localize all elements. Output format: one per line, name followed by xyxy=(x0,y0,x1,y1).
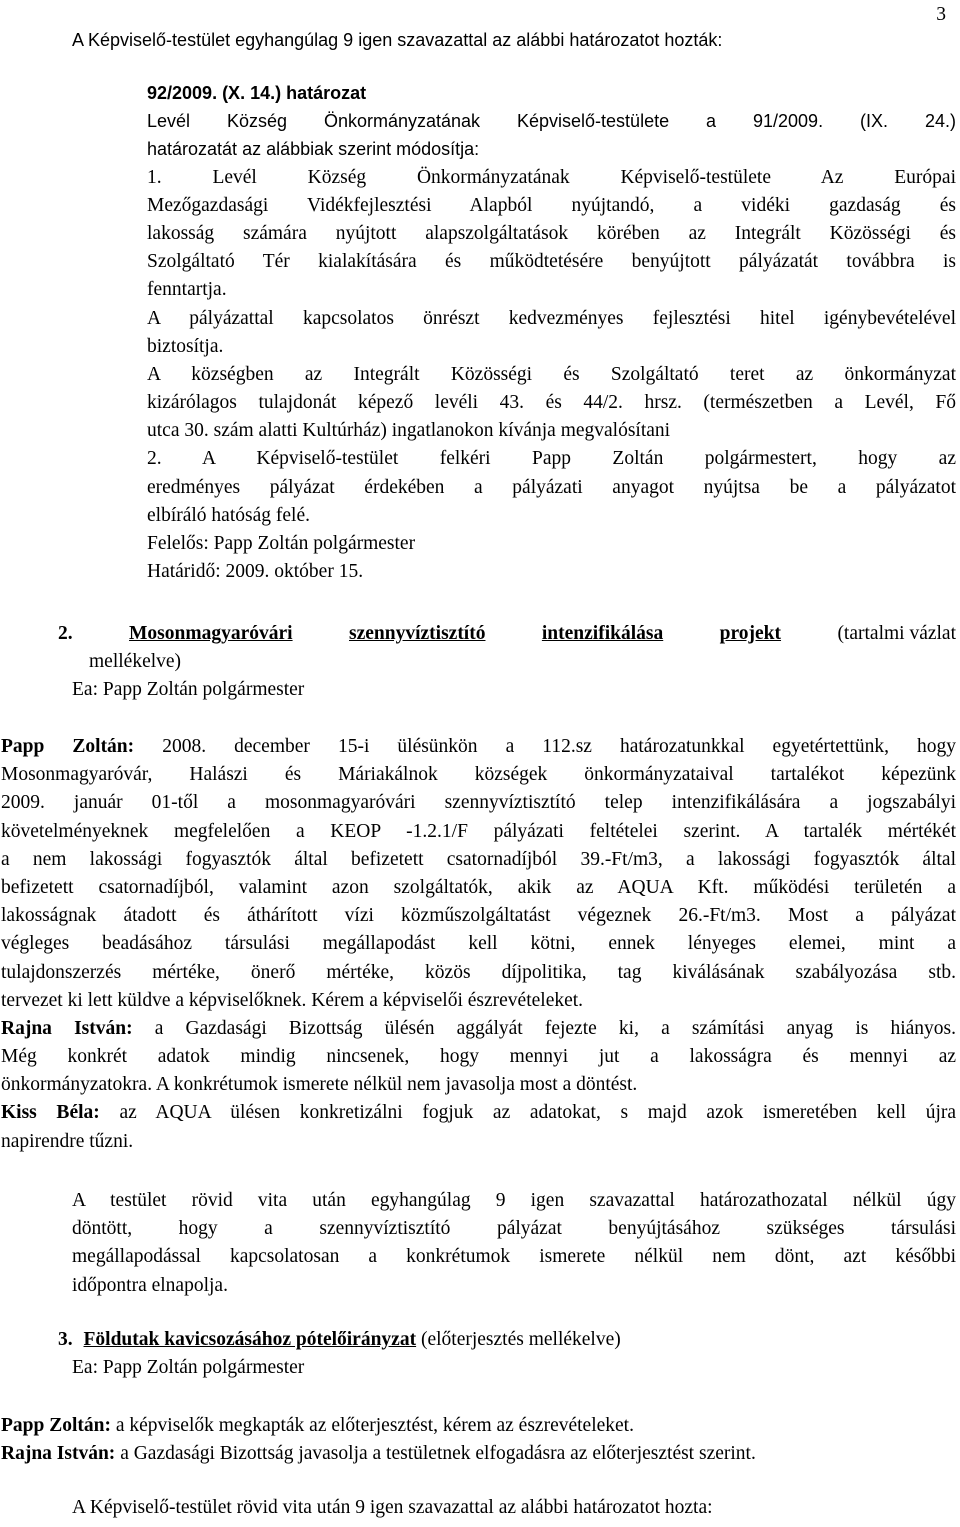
discussion-line: Még konkrét adatok mindig nincsenek, hogy mennyi jut a lakosságra és mennyi az xyxy=(1,1046,956,1068)
resolution-line: lakosság számára nyújtott alapszolgáltatások körében az Integrált Közösségi és xyxy=(147,222,956,244)
resolution-line: 1. Levél Község Önkormányzatának Képviselő-testülete Az Európai xyxy=(147,166,956,188)
speaker-name: Rajna István: xyxy=(1,1443,116,1465)
discussion-line: végleges beadásához társulási megállapodást kell kötni, ennek lényeges elemei, mint a xyxy=(1,933,956,955)
item-title-cont: mellékelve) xyxy=(89,651,182,673)
item-title-suffix: (tartalmi vázlat xyxy=(837,623,956,644)
resolution-line: fenntartja. xyxy=(147,279,227,301)
resolution-line: biztosítja. xyxy=(147,335,224,357)
speaker-name: Papp Zoltán: xyxy=(1,1415,111,1436)
decision-line: döntött, hogy a szennyvíztisztító pályázat benyújtásához szükséges társulási xyxy=(72,1218,956,1240)
discussion-line: lakosságnak átadott és áthárított vízi közműszolgáltatást végeznek 26.-Ft/m3. Most a pályázat xyxy=(1,905,956,927)
decision-line: időpontra elnapolja. xyxy=(72,1274,228,1296)
discussion-line: a nem lakossági fogyasztók által befizetett csatornadíjból 39.-Ft/m3, a lakossági fogyasztók által xyxy=(1,848,956,870)
resolution-line: Levél Község Önkormányzatának Képviselő-testülete a 91/2009. (IX. 24.) xyxy=(147,111,956,132)
resolution-line: Mezőgazdasági Vidékfejlesztési Alapból nyújtandó, a vidéki gazdaság és xyxy=(147,194,956,216)
resolution-responsible: Felelős: Papp Zoltán polgármester xyxy=(147,533,416,554)
item-title: Földutak kavicsozásához pótelőirányzat xyxy=(83,1329,417,1350)
resolution-line: Szolgáltató Tér kialakítására és működtetésére benyújtott pályázatát továbbra is xyxy=(147,251,956,273)
intro-text: A Képviselő-testület egyhangúlag 9 igen szavazattal az alábbi határozatot hozták: xyxy=(72,30,723,50)
item-title-suffix: (előterjesztés mellékelve) xyxy=(420,1329,621,1350)
discussion-line: Rajna István: a Gazdasági Bizottság javasolja a testületnek elfogadásra az előterjesztést szerint. xyxy=(1,1443,756,1465)
discussion-line: tervezet ki lett küldve a képviselőknek. Kérem a képviselői észrevételeket. xyxy=(1,989,584,1011)
discussion-item-3 xyxy=(1,1412,956,1468)
discussion-line: Papp Zoltán: a képviselők megkapták az előterjesztést, kérem az észrevételeket. xyxy=(1,1415,634,1436)
discussion-line: 2009. január 01-től a mosonmagyaróvári szennyvíztisztító telep intenzifikálására a jogszabályi xyxy=(1,792,956,814)
item-presenter: Ea: Papp Zoltán polgármester xyxy=(72,1357,305,1379)
speaker-name: Papp Zoltán: xyxy=(1,736,135,757)
resolution-block xyxy=(147,79,956,586)
decision-2 xyxy=(72,1187,956,1300)
item-title-word: Mosonmagyaróvári xyxy=(129,623,293,644)
resolution-line: határozatát az alábbiak szerint módosítja: xyxy=(147,139,480,160)
discussion-line: Mosonmagyaróvár, Halászi és Máriakálnok községek önkormányzataival tartalékot képezünk xyxy=(1,764,956,786)
discussion-line: Papp Zoltán: 2008. december 15-i ülésünkön a 112.sz határozatunkkal egyetértettünk, hogy xyxy=(1,736,956,757)
decision-line: A testület rövid vita után egyhangúlag 9 igen szavazattal határozathozatal nélkül úgy xyxy=(72,1190,956,1211)
discussion-line: követelményeknek megfelelően a KEOP -1.2.1/F pályázati feltételei szerint. A tartalék mértékét xyxy=(1,820,956,842)
decision-line: megállapodással kapcsolatosan a konkrétumok ismerete nélkül nem dönt, azt későbbi xyxy=(72,1246,956,1268)
item-title-word: intenzifikálása xyxy=(541,623,664,644)
item-presenter: Ea: Papp Zoltán polgármester xyxy=(72,679,305,701)
closing-text: A Képviselő-testület rövid vita után 9 igen szavazattal az alábbi határozatot hozta: xyxy=(72,1497,713,1518)
agenda-item-2 xyxy=(58,620,956,705)
resolution-line: A pályázattal kapcsolatos önrészt kedvezményes fejlesztési hitel igénybevételével xyxy=(147,307,956,329)
speaker-name: Kiss Béla: xyxy=(1,1102,100,1124)
resolution-title: 92/2009. (X. 14.) határozat xyxy=(147,83,367,103)
agenda-item-3 xyxy=(58,1326,956,1382)
item-number: 2. xyxy=(58,623,73,644)
resolution-line: utca 30. szám alatti Kultúrház) ingatlanokon kívánja megvalósítani xyxy=(147,420,671,442)
speaker-name: Rajna István: xyxy=(1,1017,133,1039)
discussion-item-2 xyxy=(1,733,956,1156)
discussion-line: tulajdonszerzés mértéke, önerő mértéke, közös díjpolitika, tag kiválásának szabályozása stb. xyxy=(1,961,956,983)
resolution-line: 2. A Képviselő-testület felkéri Papp Zoltán polgármestert, hogy az xyxy=(147,448,956,470)
resolution-line: elbíráló hatóság felé. xyxy=(147,504,310,526)
resolution-line: eredményes pályázat érdekében a pályázati anyagot nyújtsa be a pályázatot xyxy=(147,476,956,498)
discussion-line: befizetett csatornadíjból, valamint azon szolgáltatók, akik az AQUA Kft. működési területén a xyxy=(1,876,956,898)
discussion-line: önkormányzatokra. A konkrétumok ismerete nélkül nem javasolja most a döntést. xyxy=(1,1074,638,1096)
resolution-deadline: Határidő: 2009. október 15. xyxy=(147,561,364,583)
item-title-word: projekt xyxy=(719,623,782,644)
discussion-line: napirendre tűzni. xyxy=(1,1130,134,1152)
item-title-word: szennyvíztisztító xyxy=(349,623,486,644)
resolution-line: A községben az Integrált Közösségi és Szolgáltató teret az önkormányzat xyxy=(147,363,956,385)
discussion-line: Rajna István: a Gazdasági Bizottság ülésén aggályát fejezte ki, a számítási anyag is hiányos. xyxy=(1,1017,956,1039)
resolution-line: kizárólagos tulajdonát képező levéli 43. és 44/2. hrsz. (természetben a Levél, Fő xyxy=(147,392,956,414)
item-number: 3. xyxy=(58,1329,73,1350)
page-number: 3 xyxy=(936,4,946,25)
discussion-line: Kiss Béla: az AQUA ülésen konkretizálni fogjuk az adatokat, s majd azok ismeretében kell újra xyxy=(1,1102,956,1124)
